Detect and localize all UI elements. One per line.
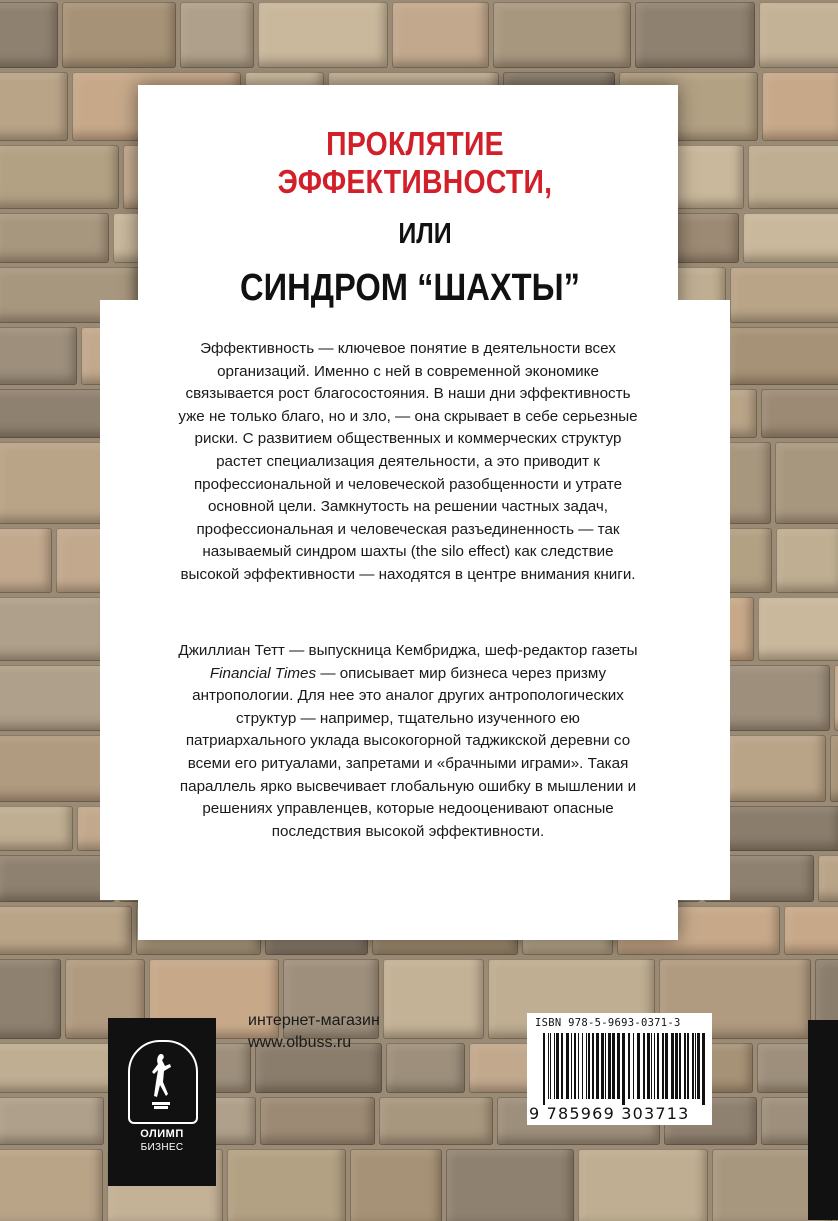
barcode-bar bbox=[561, 1033, 563, 1099]
wall-stone bbox=[493, 2, 631, 68]
barcode-bar bbox=[574, 1033, 576, 1099]
title-line-1: ПРОКЛЯТИЕ bbox=[326, 125, 504, 162]
store-label: интернет-магазин bbox=[248, 1012, 380, 1029]
barcode-bar bbox=[596, 1033, 599, 1099]
online-store-block bbox=[248, 1010, 380, 1054]
title-main bbox=[230, 125, 600, 201]
barcode-bar bbox=[633, 1033, 634, 1099]
wall-stone bbox=[0, 597, 112, 661]
wall-stone bbox=[775, 442, 838, 524]
barcode-bar bbox=[550, 1033, 551, 1099]
barcode-bar bbox=[548, 1033, 549, 1099]
barcode-bar bbox=[617, 1033, 620, 1099]
wall-stone bbox=[0, 145, 119, 209]
barcode-bar bbox=[582, 1033, 583, 1099]
wall-stone bbox=[227, 1149, 346, 1221]
wall-stone bbox=[0, 2, 58, 68]
barcode-bar bbox=[692, 1033, 694, 1099]
description-paragraph-2 bbox=[178, 640, 638, 843]
wall-stone bbox=[0, 528, 52, 593]
wall-stone bbox=[784, 906, 838, 955]
barcode-bar bbox=[588, 1033, 590, 1099]
wall-stone bbox=[635, 2, 755, 68]
runner-figure-icon bbox=[150, 1052, 172, 1110]
wall-stone bbox=[379, 1097, 493, 1145]
wall-stone bbox=[818, 855, 838, 902]
wall-stone bbox=[62, 2, 176, 68]
paragraph-2-end: — описывает мир бизнеса через призму антропологии. Для нее это аналог других антропологических структур — например, тщательно изученного ею патриархального уклада высокогорной таджикской деревни со всеми его ритуалами, запретами и «брачными играми». Такая параллель ярко высвечивает глобальную ошибку в мышлении и решениях управленцев, которые недооценивают опасные последствия высокой эффективности. bbox=[179, 664, 637, 840]
isbn-barcode bbox=[527, 1013, 712, 1125]
title-or: ИЛИ bbox=[398, 218, 452, 250]
barcode-bar bbox=[622, 1033, 625, 1105]
publisher-name: ОЛИМП bbox=[140, 1128, 184, 1140]
spine-edge bbox=[808, 1020, 838, 1220]
wall-stone bbox=[759, 2, 838, 68]
wall-stone bbox=[0, 906, 132, 955]
wall-stone bbox=[830, 735, 838, 802]
publisher-subname: БИЗНЕС bbox=[140, 1142, 184, 1153]
wall-stone bbox=[762, 72, 838, 141]
barcode-bar bbox=[586, 1033, 587, 1099]
description-paragraph-1: Эффективность — ключевое понятие в деятельности всех организаций. Именно с ней в современной экономике связывается рост благосостояния. В наши дни эффективность уже не только благо, но и зло, — она скрывает в себе серьезные риски. С развитием общественных и коммерческих структур растет специализация деятельности, а это приводит к профессиональной и человеческой разобщенности и утрате основной цели. Замкнутость на решении частных задач, профессиональная и человеческая разъединенность — так называемый синдром шахты (the silo effect) как следствие высокой эффективности — находятся в центре внимания книги. bbox=[178, 340, 638, 583]
barcode-bar bbox=[601, 1033, 604, 1099]
barcode-bars bbox=[543, 1033, 705, 1105]
barcode-bar bbox=[637, 1033, 640, 1099]
barcode-bar bbox=[554, 1033, 555, 1099]
wall-stone bbox=[0, 1097, 104, 1145]
barcode-bar bbox=[628, 1033, 630, 1099]
barcode-bar bbox=[702, 1033, 705, 1105]
barcode-bar bbox=[684, 1033, 686, 1099]
barcode-bar bbox=[566, 1033, 569, 1099]
wall-stone bbox=[834, 665, 838, 731]
barcode-bar bbox=[608, 1033, 611, 1099]
barcode-bar bbox=[675, 1033, 678, 1099]
wall-stone bbox=[383, 959, 484, 1039]
wall-stone bbox=[0, 327, 77, 385]
wall-stone bbox=[743, 213, 838, 263]
wall-stone bbox=[0, 855, 115, 902]
barcode-bar bbox=[651, 1033, 652, 1099]
wall-stone bbox=[728, 327, 838, 385]
barcode-bar bbox=[679, 1033, 681, 1099]
title-line-2: ЭФФЕКТИВНОСТИ, bbox=[277, 163, 553, 200]
wall-stone bbox=[180, 2, 254, 68]
store-url[interactable]: www.olbuss.ru bbox=[248, 1034, 352, 1051]
wall-stone bbox=[392, 2, 489, 68]
title-subtitle: СИНДРОМ “ШАХТЫ” bbox=[240, 267, 580, 309]
wall-stone bbox=[0, 213, 109, 263]
barcode-bar bbox=[592, 1033, 594, 1099]
wall-stone bbox=[446, 1149, 574, 1221]
paragraph-2-start: Джиллиан Тетт — выпускница Кембриджа, шеф-редактор газеты bbox=[178, 642, 638, 659]
wall-stone bbox=[726, 735, 826, 802]
wall-stone bbox=[758, 597, 838, 661]
ean-digits: 9 785969 303713 bbox=[529, 1104, 690, 1123]
wall-stone bbox=[730, 267, 838, 323]
barcode-bar bbox=[687, 1033, 689, 1099]
wall-stone bbox=[0, 806, 73, 851]
wall-stone bbox=[386, 1043, 465, 1093]
barcode-bar bbox=[671, 1033, 674, 1099]
wall-stone bbox=[578, 1149, 708, 1221]
barcode-bar bbox=[612, 1033, 615, 1099]
barcode-bar bbox=[697, 1033, 700, 1099]
wall-stone bbox=[761, 389, 838, 438]
barcode-bar bbox=[571, 1033, 572, 1099]
wall-stone bbox=[350, 1149, 442, 1221]
barcode-bar bbox=[695, 1033, 696, 1099]
wall-stone bbox=[748, 145, 838, 209]
barcode-bar bbox=[578, 1033, 579, 1099]
publisher-logo bbox=[108, 1018, 216, 1186]
wall-stone bbox=[776, 528, 838, 593]
wall-stone bbox=[0, 959, 61, 1039]
barcode-bar bbox=[657, 1033, 659, 1099]
wall-stone bbox=[0, 1149, 103, 1221]
barcode-bar bbox=[643, 1033, 645, 1099]
wall-stone bbox=[258, 2, 388, 68]
barcode-bar bbox=[654, 1033, 655, 1099]
barcode-bar bbox=[662, 1033, 664, 1099]
barcode-bar bbox=[543, 1033, 545, 1105]
barcode-bar bbox=[665, 1033, 668, 1099]
newspaper-name: Financial Times bbox=[209, 664, 317, 682]
barcode-bar bbox=[647, 1033, 650, 1099]
wall-stone bbox=[0, 72, 68, 141]
barcode-bar bbox=[605, 1033, 606, 1099]
barcode-bar bbox=[556, 1033, 559, 1099]
isbn-label: ISBN 978-5-9693-0371-3 bbox=[535, 1017, 681, 1029]
wall-stone bbox=[260, 1097, 375, 1145]
